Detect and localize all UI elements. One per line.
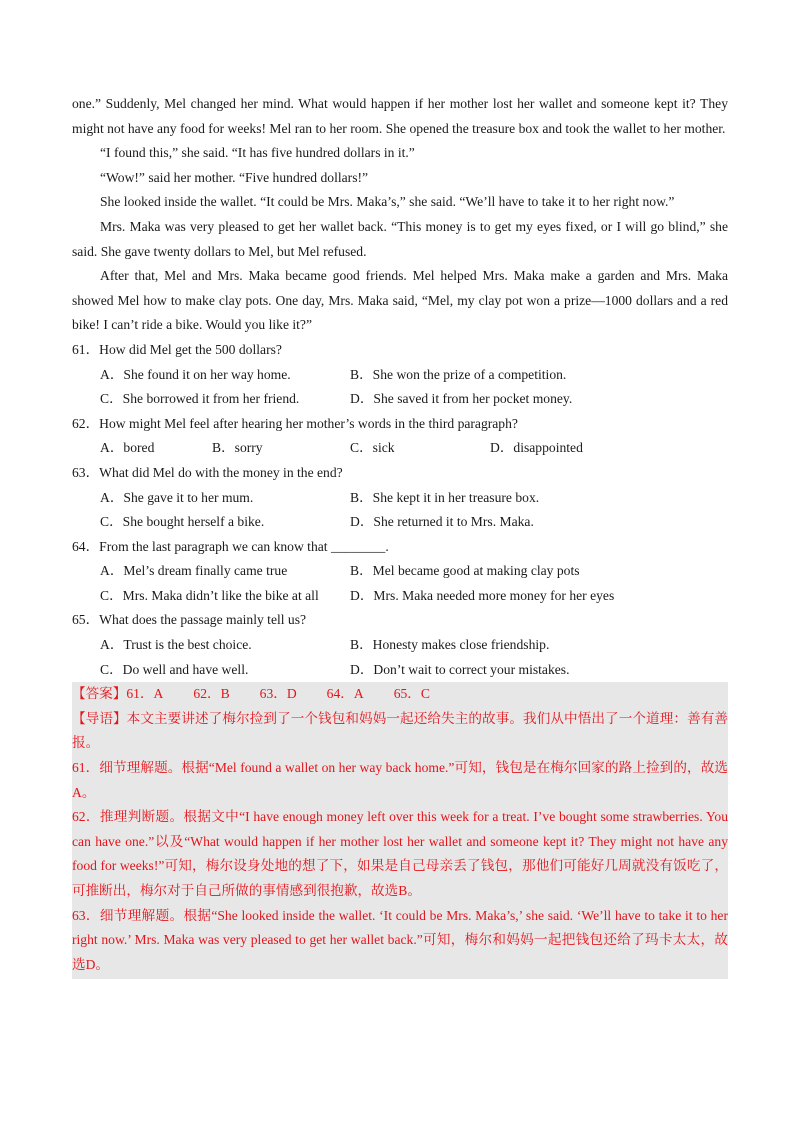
guide-summary: 【导语】本文主要讲述了梅尔捡到了一个钱包和妈妈一起还给失主的故事。我们从中悟出了一个道理：善有善报。 xyxy=(72,710,728,751)
option-c: C．She borrowed it from her friend. xyxy=(100,391,300,407)
option-c: C．Do well and have well. xyxy=(100,661,249,677)
option-c: C．Mrs. Maka didn’t like the bike at all xyxy=(100,587,319,603)
answer-65: 65．C xyxy=(393,686,430,702)
option-b: B．Mel became good at making clay pots xyxy=(350,563,580,579)
question-61 xyxy=(72,338,728,412)
explanation-61: 61．细节理解题。根据“Mel found a wallet on her way back home.”可知，钱包是在梅尔回家的路上捡到的，故选A。 xyxy=(72,760,728,800)
explanation-63: 63．细节理解题。根据“She looked inside the wallet. ‘It could be Mrs. Maka’s,’ she said. ‘We’ll have to take it to her right now.’ Mrs. Maka was very pleased to get her wallet back.”可知，梅尔和妈妈一起把钱包还给了玛卡太太，故选D。 xyxy=(72,907,728,972)
option-d: D．Mrs. Maka needed more money for her eyes xyxy=(350,587,615,603)
question-stem: 64．From the last paragraph we can know that ________. xyxy=(72,538,389,554)
answer-label: 【答案】 xyxy=(72,686,127,702)
answer-61: 61．A xyxy=(126,686,164,702)
answer-62: 62．B xyxy=(193,686,230,702)
answer-64: 64．A xyxy=(326,686,364,702)
option-b: B．Honesty makes close friendship. xyxy=(350,637,550,653)
question-stem: 62．How might Mel feel after hearing her mother’s words in the third paragraph? xyxy=(72,415,518,431)
question-63 xyxy=(72,461,728,535)
option-c: C．She bought herself a bike. xyxy=(100,514,265,530)
passage-paragraph: “I found this,” she said. “It has five hundred dollars in it.” xyxy=(100,145,415,161)
question-65 xyxy=(72,608,728,682)
document-content xyxy=(72,92,728,979)
passage-paragraph: After that, Mel and Mrs. Maka became good friends. Mel helped Mrs. Maka make a garden and Mrs. Maka showed Mel how to make clay pots. One day, Mrs. Maka said, “Mel, my clay pot won a prize—1000 dollars and a red bike! I can’t ride a bike. Would you like it?” xyxy=(72,268,728,333)
answer-explanation-section xyxy=(72,682,728,979)
option-d: D．She returned it to Mrs. Maka. xyxy=(350,514,534,530)
option-a: A．She gave it to her mum. xyxy=(100,489,254,505)
question-64 xyxy=(72,535,728,609)
option-b: B．sorry xyxy=(212,440,263,456)
option-d: D．She saved it from her pocket money. xyxy=(350,391,573,407)
option-c: C．sick xyxy=(350,440,395,456)
passage-paragraph: Mrs. Maka was very pleased to get her wallet back. “This money is to get my eyes fixed, or I will go blind,” she said. She gave twenty dollars to Mel, but Mel refused. xyxy=(72,218,728,259)
passage-paragraph: “Wow!” said her mother. “Five hundred dollars!” xyxy=(100,169,369,185)
option-a: A．bored xyxy=(100,440,155,456)
question-62 xyxy=(72,412,728,461)
option-a: A．She found it on her way home. xyxy=(100,366,291,382)
answer-key-line xyxy=(72,682,728,707)
question-stem: 61．How did Mel get the 500 dollars? xyxy=(72,341,282,357)
option-a: A．Trust is the best choice. xyxy=(100,637,252,653)
passage-paragraph: one.” Suddenly, Mel changed her mind. What would happen if her mother lost her wallet and someone kept it? They might not have any food for weeks! Mel ran to her room. She opened the treasure box and took the wallet to her mother. xyxy=(72,96,728,136)
option-b: B．She kept it in her treasure box. xyxy=(350,489,540,505)
passage-paragraph: She looked inside the wallet. “It could be Mrs. Maka’s,” she said. “We’ll have to take it to her right now.” xyxy=(100,194,675,210)
option-d: D．Don’t wait to correct your mistakes. xyxy=(350,661,570,677)
option-a: A．Mel’s dream finally came true xyxy=(100,563,288,579)
question-stem: 63．What did Mel do with the money in the end? xyxy=(72,464,343,480)
option-b: B．She won the prize of a competition. xyxy=(350,366,567,382)
reading-passage xyxy=(72,92,728,338)
answer-63: 63．D xyxy=(259,686,297,702)
option-d: D．disappointed xyxy=(490,440,583,456)
question-stem: 65．What does the passage mainly tell us? xyxy=(72,612,307,628)
explanation-62: 62．推理判断题。根据文中“I have enough money left over this week for a treat. I’ve bought some strawberries. You can have one.”以及“What would happen if her mother lost her wallet and someone kept it? They might not have any food for weeks!”可知，梅尔设身处地的想了下，如果是自己母亲丢了钱包，那他们可能好几周就没有饭吃了，可推断出，梅尔对于自己所做的事情感到很抱歉，故选B。 xyxy=(72,809,728,898)
